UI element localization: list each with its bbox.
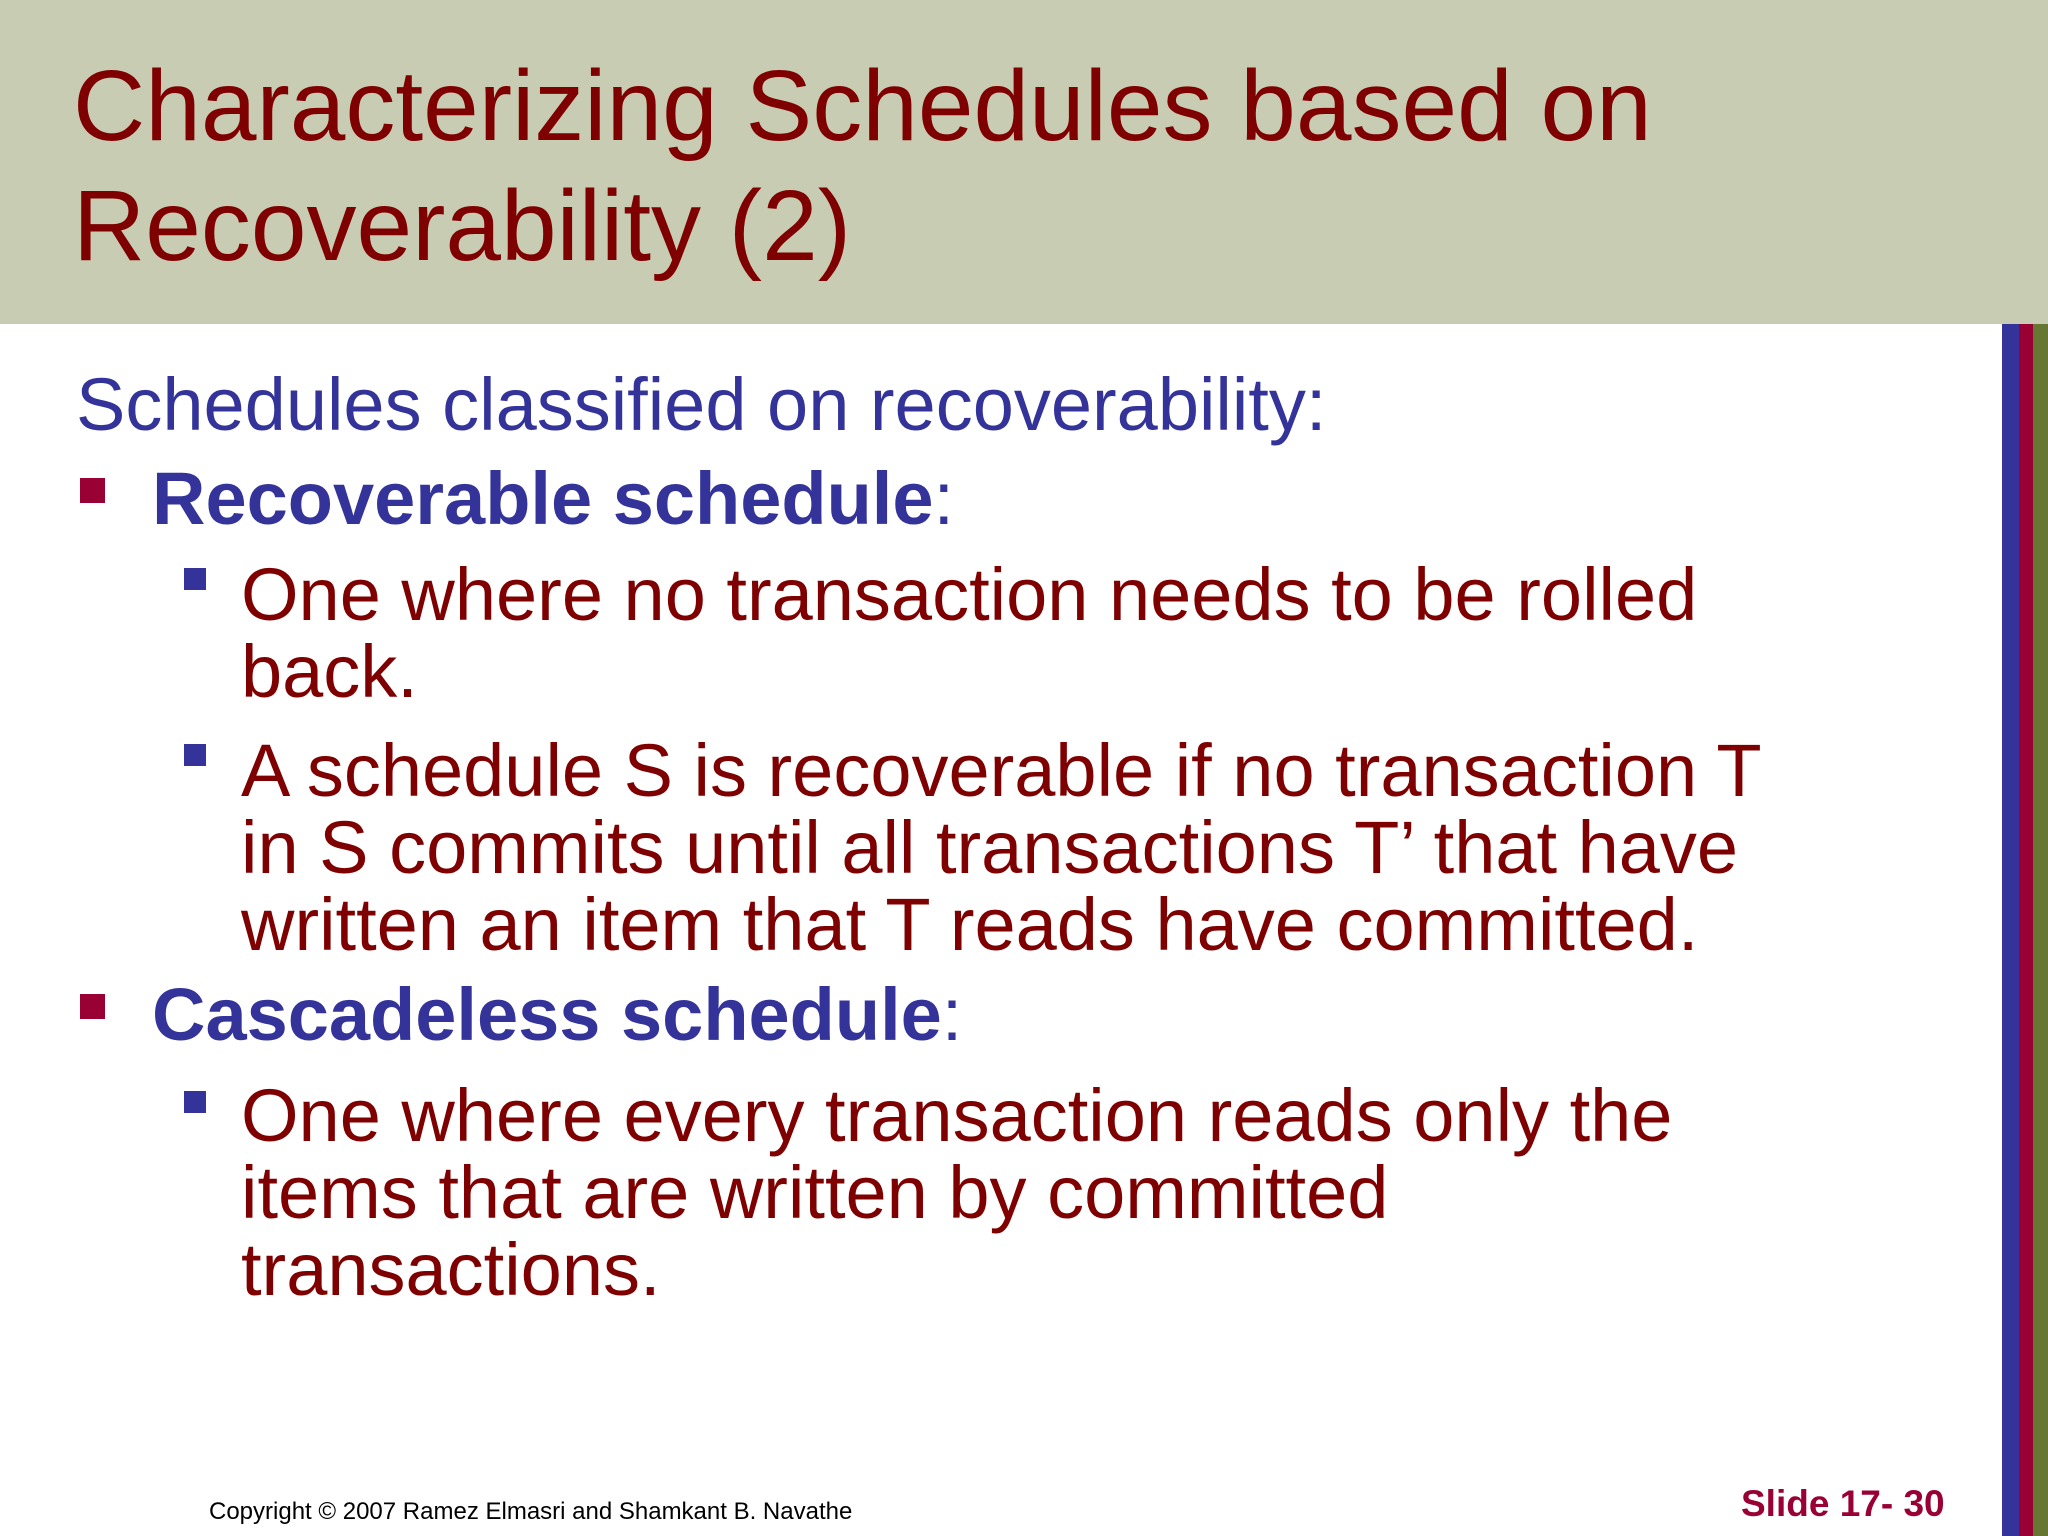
- slide-number: Slide 17- 30: [1741, 1483, 1945, 1524]
- recoverable-schedule-colon: :: [933, 457, 955, 540]
- text-line: back.: [241, 630, 418, 713]
- recoverable-schedule-term: Recoverable schedule: [152, 457, 934, 540]
- right-stripe-olive: [2033, 324, 2048, 1536]
- cascadeless-schedule-term: Cascadeless schedule: [152, 973, 942, 1056]
- text-line: in S commits until all transactions T’ that have: [241, 806, 1739, 889]
- text-line: items that are written by committed: [241, 1151, 1389, 1234]
- intro-text: Schedules classified on recoverability:: [76, 363, 1327, 446]
- text-line: One where every transaction reads only the: [241, 1074, 1673, 1157]
- sub-bullet-square-icon: [184, 1091, 206, 1113]
- recoverable-point-2: [241, 729, 1981, 966]
- recoverable-point-1: [241, 553, 1981, 713]
- bullet-square-icon: [80, 478, 105, 503]
- footer-copyright: Copyright © 2007 Ramez Elmasri and Shamkant B. Navathe: [209, 1498, 853, 1525]
- cascadeless-schedule-colon: :: [941, 973, 963, 1056]
- cascadeless-schedule-heading: [152, 972, 962, 1057]
- right-stripe-blue: [2002, 324, 2019, 1536]
- text-line: A schedule S is recoverable if no transaction T: [241, 729, 1762, 812]
- slide-title-line-2: Recoverability (2): [73, 170, 852, 282]
- cascadeless-point-1: [241, 1074, 1981, 1311]
- text-line: One where no transaction needs to be rolled: [241, 553, 1698, 636]
- slide-title-line-1: Characterizing Schedules based on: [73, 50, 1652, 162]
- sub-bullet-square-icon: [184, 744, 206, 766]
- text-line: written an item that T reads have committed.: [241, 883, 1699, 966]
- right-stripe-red: [2019, 324, 2033, 1536]
- text-line: transactions.: [241, 1228, 661, 1311]
- bullet-square-icon: [80, 994, 105, 1019]
- recoverable-schedule-heading: [152, 456, 954, 541]
- sub-bullet-square-icon: [184, 568, 206, 590]
